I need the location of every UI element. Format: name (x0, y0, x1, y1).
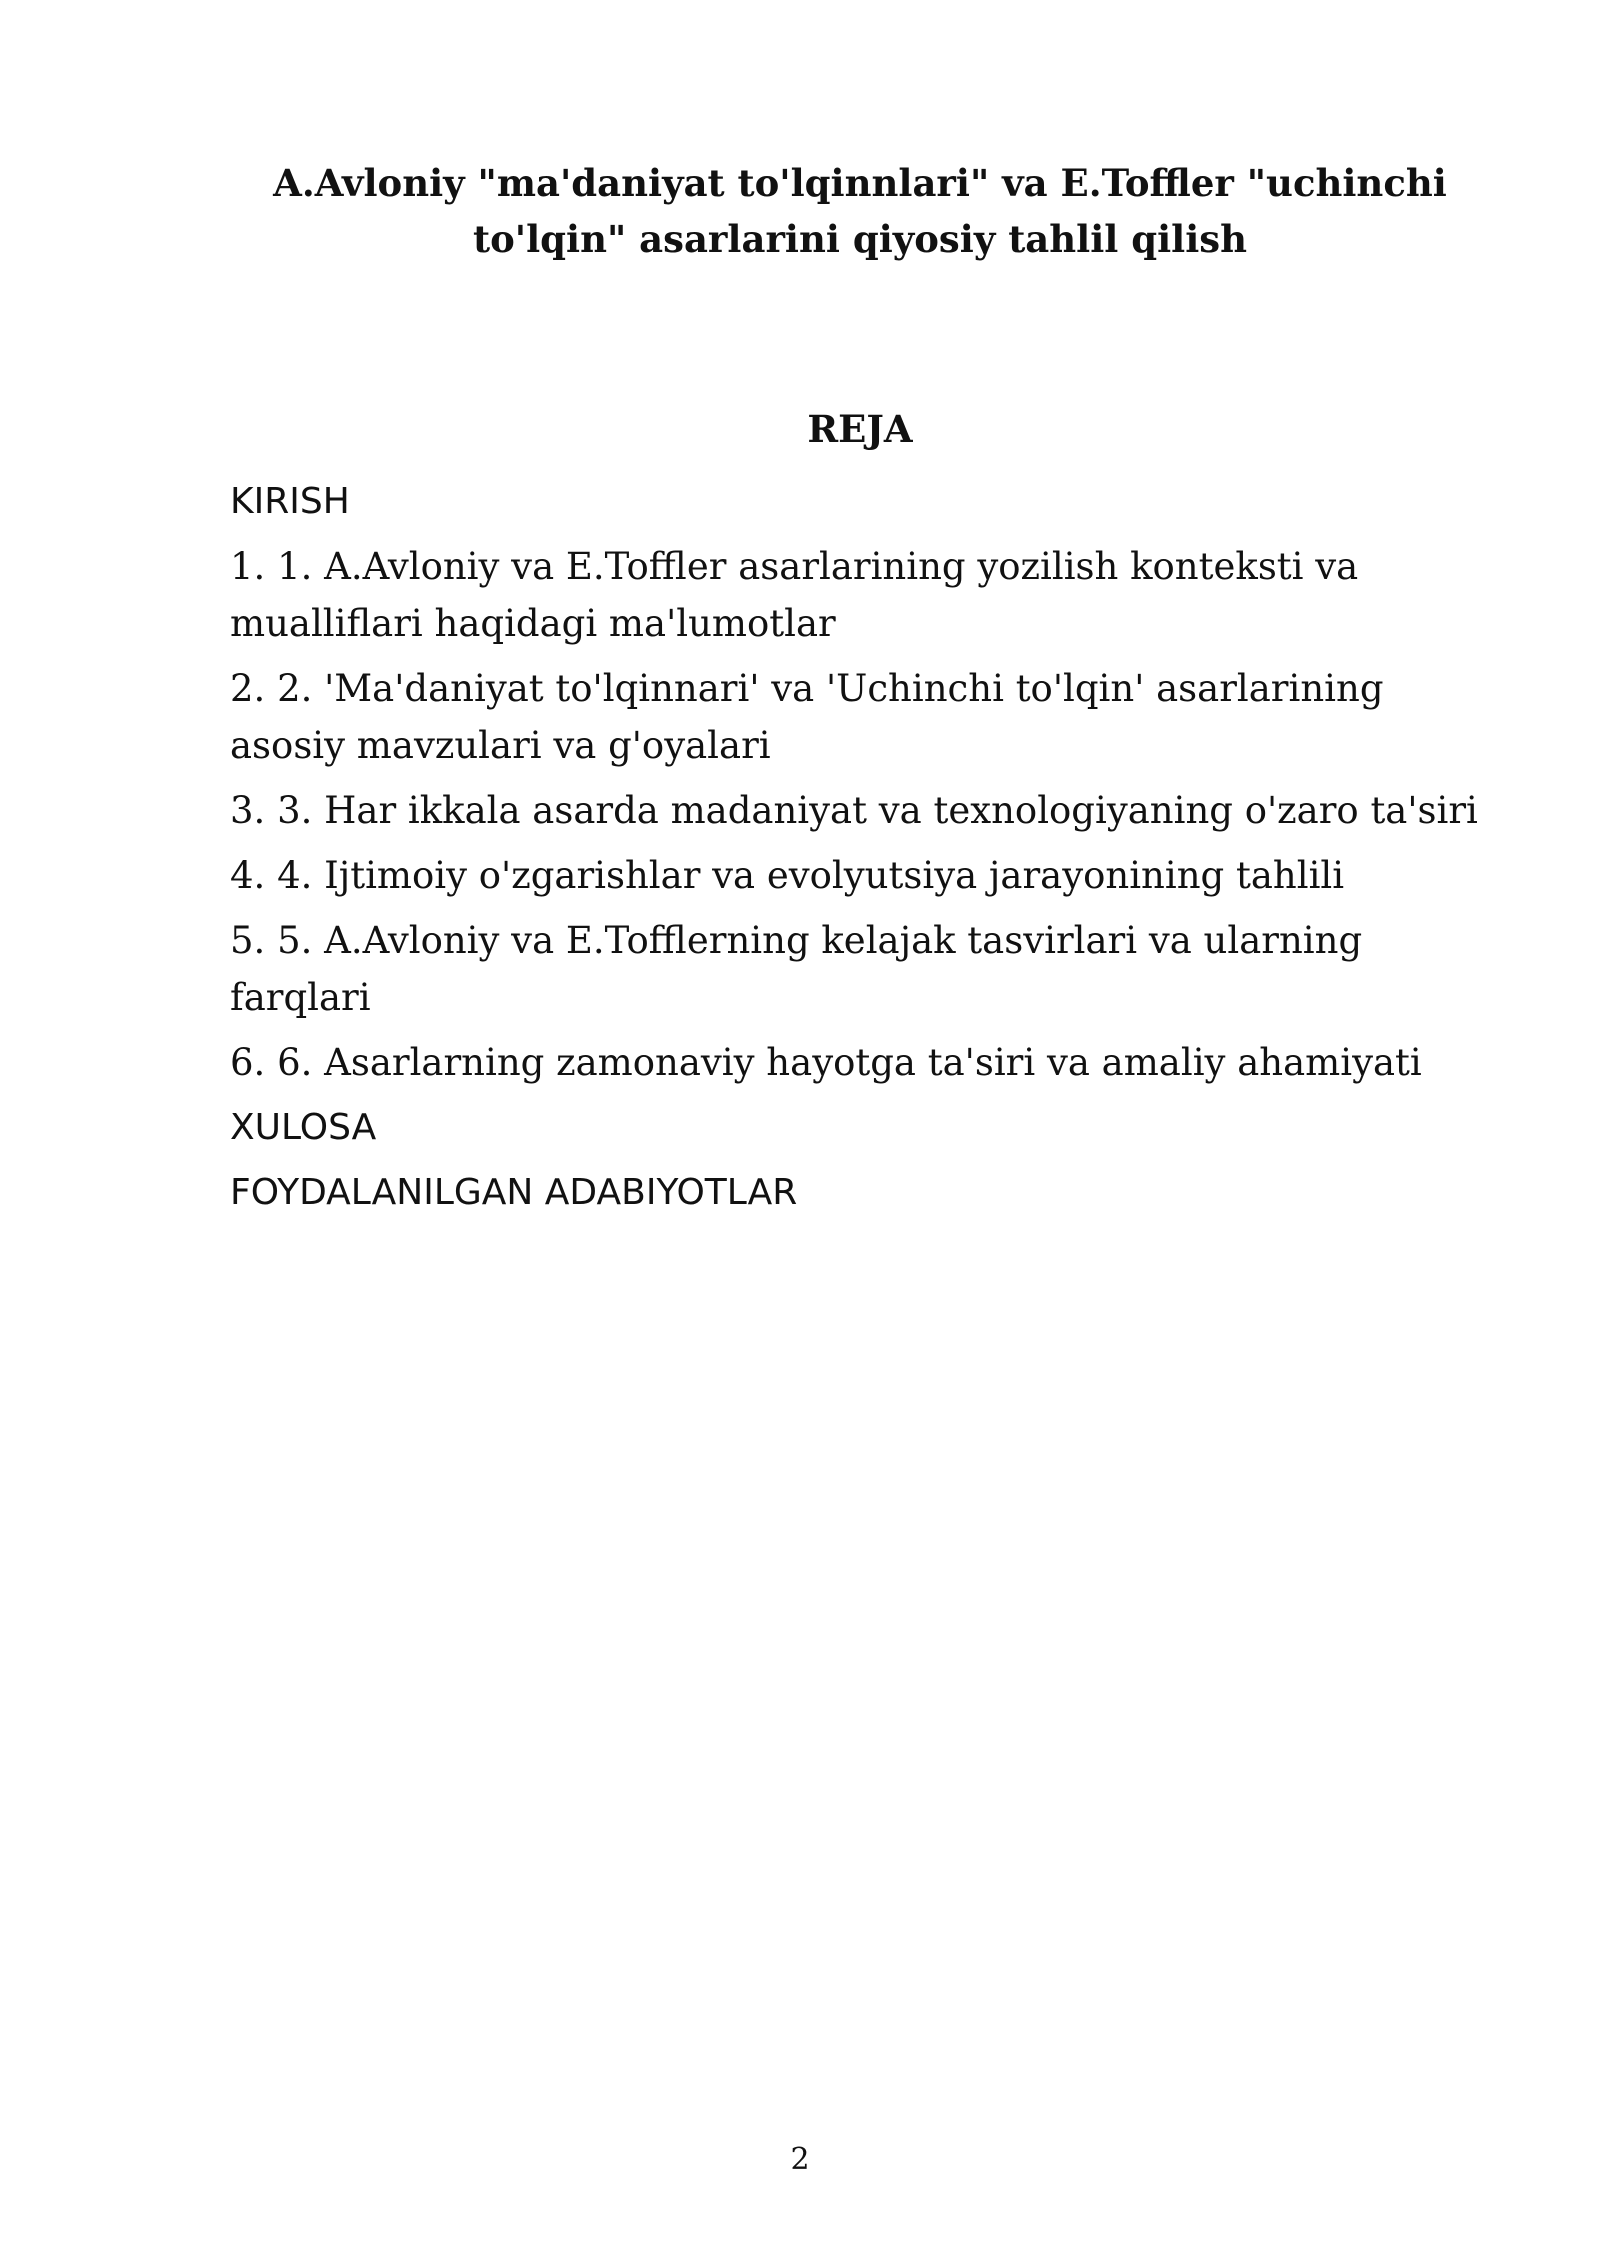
document-title (220, 155, 1500, 267)
toc-item-conclusion: XULOSA (230, 1107, 377, 1148)
toc-item-1: 1. 1. A.Avloniy va E.Toffler asarlarining yozilish konteksti va mualliflari haqidagi ma'lumotlar (230, 545, 1359, 645)
toc-item-3: 3. 3. Har ikkala asarda madaniyat va texnologiyaning o'zaro ta'siri (230, 789, 1478, 832)
document-title-line-2: to'lqin" asarlarini qiyosiy tahlil qilish (473, 217, 1247, 261)
toc-item-6: 6. 6. Asarlarning zamonaviy hayotga ta'siri va amaliy ahamiyati (230, 1041, 1422, 1084)
toc-item-2: 2. 2. 'Ma'daniyat to'lqinnari' va 'Uchinchi to'lqin' asarlarining asosiy mavzulari va g'oyalari (230, 667, 1384, 767)
toc-item-references: FOYDALANILGAN ADABIYOTLAR (230, 1172, 798, 1213)
toc-item-introduction: KIRISH (230, 481, 350, 522)
document-title-line-1: A.Avloniy "ma'daniyat to'lqinnlari" va E.Toffler "uchinchi (273, 161, 1447, 205)
page-number: 2 (790, 2142, 810, 2177)
toc-item-5: 5. 5. A.Avloniy va E.Tofflerning kelajak tasvirlari va ularning farqlari (230, 919, 1363, 1019)
toc-item-4: 4. 4. Ijtimoiy o'zgarishlar va evolyutsiya jarayonining tahlili (230, 854, 1345, 897)
table-of-contents (230, 473, 1480, 1229)
plan-heading: REJA (807, 407, 913, 451)
